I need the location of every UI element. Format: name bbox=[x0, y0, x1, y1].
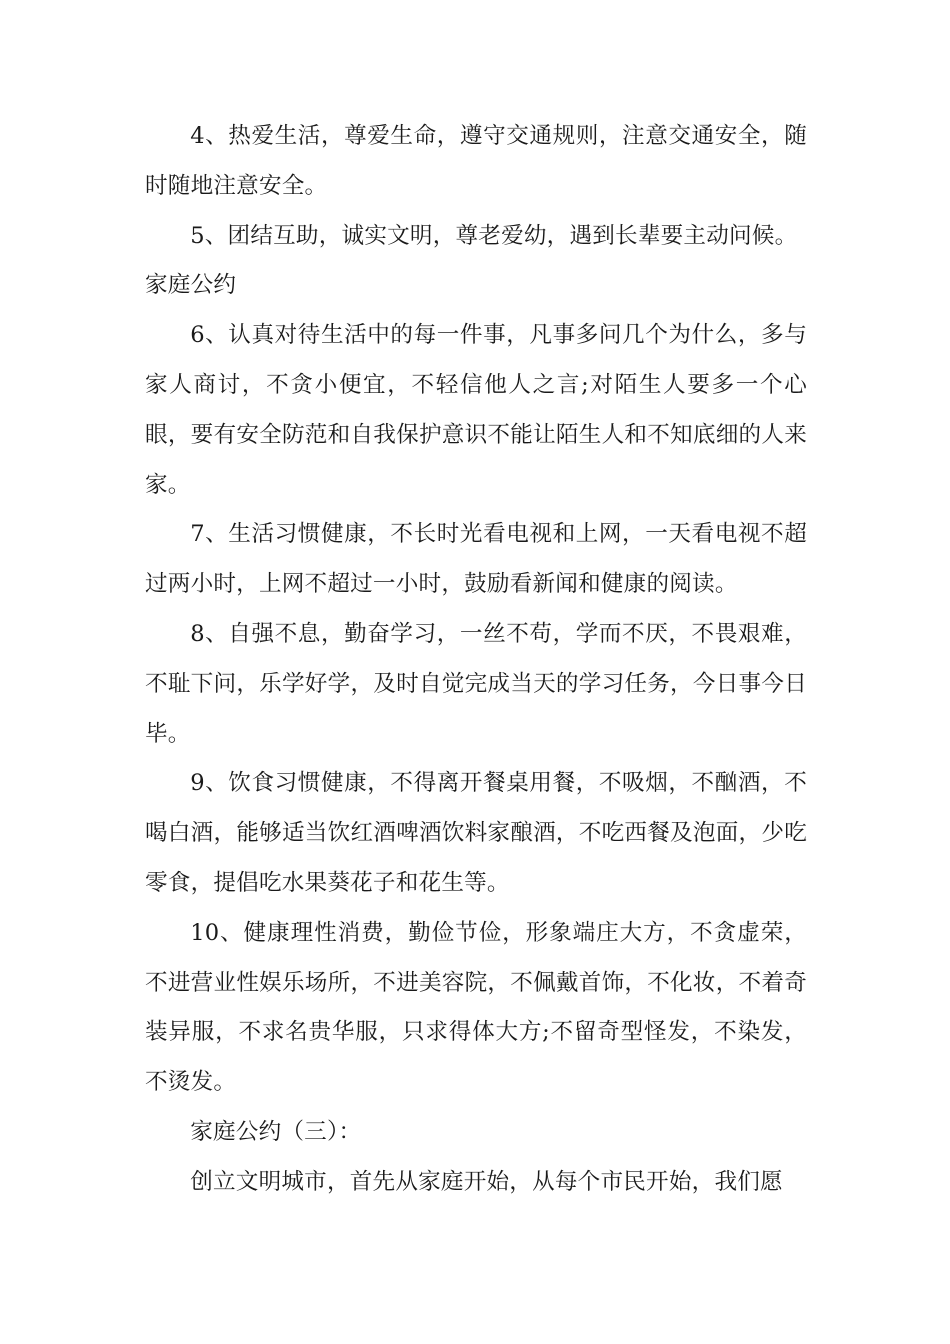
section-heading-three: 家庭公约（三）： bbox=[190, 1118, 362, 1145]
paragraph-item-6: 6、认真对待生活中的每一件事，凡事多问几个为什么，多与家人商讨，不贪小便宜，不轻信他人之言;对陌生人要多一个心眼，要有安全防范和自我保护意识不能让陌生人和不知底细的人来家。 bbox=[145, 322, 807, 498]
paragraph-intro: 创立文明城市，首先从家庭开始，从每个市民开始，我们愿 bbox=[190, 1168, 783, 1195]
paragraph-item-4: 4、热爱生活，尊爱生命，遵守交通规则，注意交通安全，随时随地注意安全。 bbox=[145, 123, 807, 199]
section-heading: 家庭公约 bbox=[145, 272, 237, 299]
paragraph-item-5: 5、团结互助，诚实文明，尊老爱幼，遇到长辈要主动问候。 bbox=[190, 222, 798, 249]
paragraph-item-10: 10、健康理性消费，勤俭节俭，形象端庄大方，不贪虚荣，不进营业性娱乐场所，不进美容院，不佩戴首饰，不化妆，不着奇装异服，不求名贵华服，只求得体大方;不留奇型怪发，不染发，不烫发。 bbox=[145, 919, 807, 1096]
paragraph-item-7: 7、生活习惯健康，不长时光看电视和上网，一天看电视不超过两小时，上网不超过一小时，鼓励看新闻和健康的阅读。 bbox=[145, 521, 807, 598]
paragraph-item-9: 9、饮食习惯健康，不得离开餐桌用餐，不吸烟，不酗酒，不喝白酒，能够适当饮红酒啤酒饮料家酿酒，不吃西餐及泡面，少吃零食，提倡吃水果葵花子和花生等。 bbox=[145, 770, 807, 896]
document-page bbox=[145, 112, 807, 1208]
paragraph-item-8: 8、自强不息，勤奋学习，一丝不苟，学而不厌，不畏艰难，不耻下问，乐学好学，及时自觉完成当天的学习任务，今日事今日毕。 bbox=[145, 620, 807, 747]
